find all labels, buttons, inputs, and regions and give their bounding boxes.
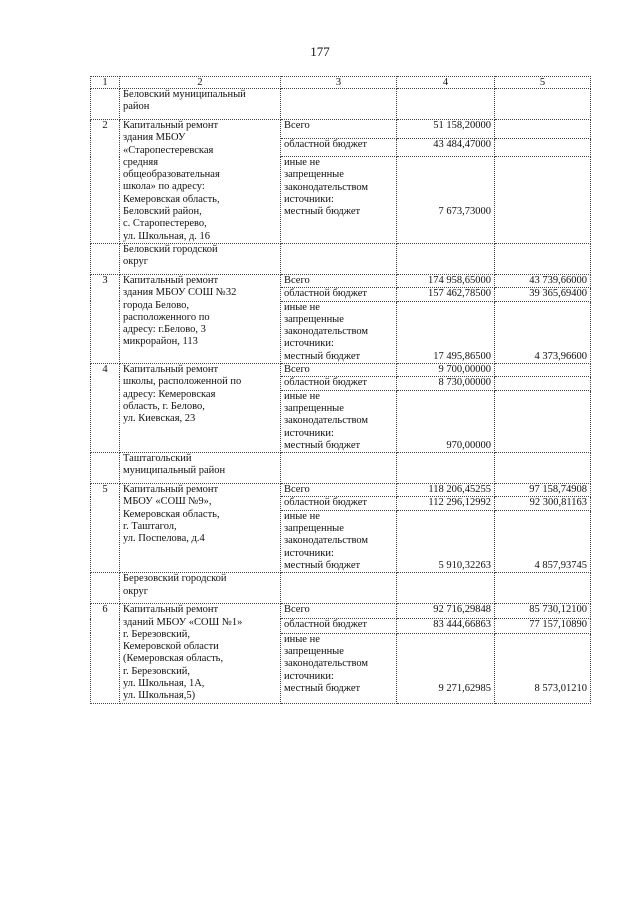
region-row bbox=[91, 453, 591, 484]
regional-amount-col4: 83 444,66863 bbox=[397, 619, 495, 634]
regional-amount-col5: 77 157,10890 bbox=[495, 619, 591, 634]
total-amount-col4: 174 958,65000 bbox=[397, 274, 495, 287]
item-number: 2 bbox=[91, 120, 120, 244]
total-label: Всего bbox=[281, 120, 397, 139]
item-number: 4 bbox=[91, 364, 120, 453]
total-amount-col5 bbox=[495, 120, 591, 139]
item-number: 3 bbox=[91, 274, 120, 363]
item-row-total bbox=[91, 604, 591, 619]
region-empty-cell bbox=[397, 573, 495, 604]
total-label: Всего bbox=[281, 484, 397, 497]
local-amount-col5: 4 857,93745 bbox=[495, 510, 591, 572]
regional-amount-col4: 157 462,78500 bbox=[397, 288, 495, 301]
local-amount-col4: 970,00000 bbox=[397, 390, 495, 452]
regional-budget-label: областной бюджет bbox=[281, 497, 397, 510]
column-header: 2 bbox=[120, 77, 281, 89]
funding-table bbox=[90, 76, 591, 704]
region-name: Березовский городской округ bbox=[120, 573, 281, 604]
column-header: 5 bbox=[495, 77, 591, 89]
region-empty-cell bbox=[281, 573, 397, 604]
column-header: 4 bbox=[397, 77, 495, 89]
total-amount-col5 bbox=[495, 364, 591, 377]
total-amount-col4: 9 700,00000 bbox=[397, 364, 495, 377]
item-description: Капитальный ремонт зданий МБОУ «СОШ №1» г. Березовский, Кемеровской области (Кемеровская область, г. Березовский, ул. Школьная, 1А, ул. Школьная,5) bbox=[120, 604, 281, 703]
item-description: Капитальный ремонт школы, расположенной по адресу: Кемеровская область, г. Белово, ул. Киевская, 23 bbox=[120, 364, 281, 453]
item-row-total bbox=[91, 364, 591, 377]
region-num-cell bbox=[91, 453, 120, 484]
region-num-cell bbox=[91, 573, 120, 604]
local-amount-col4: 5 910,32263 bbox=[397, 510, 495, 572]
item-row-total bbox=[91, 120, 591, 139]
total-amount-col5: 43 739,66000 bbox=[495, 274, 591, 287]
regional-amount-col5: 92 300,81163 bbox=[495, 497, 591, 510]
region-num-cell bbox=[91, 243, 120, 274]
other-sources-label: иные не запрещенные законодательством источники: местный бюджет bbox=[281, 301, 397, 363]
region-empty-cell bbox=[397, 89, 495, 120]
local-amount-col5 bbox=[495, 157, 591, 244]
item-row-total bbox=[91, 484, 591, 497]
regional-amount-col4: 43 484,47000 bbox=[397, 138, 495, 157]
other-sources-label: иные не запрещенные законодательством источники: местный бюджет bbox=[281, 157, 397, 244]
region-empty-cell bbox=[397, 453, 495, 484]
total-amount-col4: 51 158,20000 bbox=[397, 120, 495, 139]
item-description: Капитальный ремонт здания МБОУ «Старопестеревская средняя общеобразовательная школа» по адресу: Кемеровская область, Беловский район, с. Старопестерево, ул. Школьная, д. 16 bbox=[120, 120, 281, 244]
item-number: 6 bbox=[91, 604, 120, 703]
local-amount-col5: 8 573,01210 bbox=[495, 633, 591, 703]
column-header: 1 bbox=[91, 77, 120, 89]
page-number: 177 bbox=[310, 44, 330, 59]
region-empty-cell bbox=[281, 453, 397, 484]
region-row bbox=[91, 573, 591, 604]
other-sources-label: иные не запрещенные законодательством источники: местный бюджет bbox=[281, 390, 397, 452]
region-num-cell bbox=[91, 89, 120, 120]
local-amount-col5 bbox=[495, 390, 591, 452]
total-amount-col5: 97 158,74908 bbox=[495, 484, 591, 497]
column-header-row bbox=[91, 77, 591, 89]
region-row bbox=[91, 243, 591, 274]
column-header: 3 bbox=[281, 77, 397, 89]
region-name: Беловский муниципальный район bbox=[120, 89, 281, 120]
total-label: Всего bbox=[281, 364, 397, 377]
local-amount-col4: 17 495,86500 bbox=[397, 301, 495, 363]
local-amount-col4: 9 271,62985 bbox=[397, 633, 495, 703]
region-empty-cell bbox=[397, 243, 495, 274]
region-empty-cell bbox=[281, 243, 397, 274]
region-empty-cell bbox=[281, 89, 397, 120]
region-name: Таштагольский муниципальный район bbox=[120, 453, 281, 484]
regional-amount-col4: 8 730,00000 bbox=[397, 377, 495, 390]
local-amount-col4: 7 673,73000 bbox=[397, 157, 495, 244]
regional-amount-col5 bbox=[495, 138, 591, 157]
regional-amount-col4: 112 296,12992 bbox=[397, 497, 495, 510]
local-amount-col5: 4 373,96600 bbox=[495, 301, 591, 363]
other-sources-label: иные не запрещенные законодательством источники: местный бюджет bbox=[281, 510, 397, 572]
regional-budget-label: областной бюджет bbox=[281, 619, 397, 634]
regional-amount-col5 bbox=[495, 377, 591, 390]
total-label: Всего bbox=[281, 604, 397, 619]
region-empty-cell bbox=[495, 573, 591, 604]
region-name: Беловский городской округ bbox=[120, 243, 281, 274]
region-empty-cell bbox=[495, 243, 591, 274]
region-row bbox=[91, 89, 591, 120]
region-empty-cell bbox=[495, 453, 591, 484]
item-description: Капитальный ремонт здания МБОУ СОШ №32 города Белово, расположенного по адресу: г.Белово, 3 микрорайон, 113 bbox=[120, 274, 281, 363]
regional-budget-label: областной бюджет bbox=[281, 377, 397, 390]
item-number: 5 bbox=[91, 484, 120, 573]
regional-budget-label: областной бюджет bbox=[281, 288, 397, 301]
total-amount-col4: 118 206,45255 bbox=[397, 484, 495, 497]
regional-amount-col5: 39 365,69400 bbox=[495, 288, 591, 301]
total-amount-col4: 92 716,29848 bbox=[397, 604, 495, 619]
total-label: Всего bbox=[281, 274, 397, 287]
other-sources-label: иные не запрещенные законодательством источники: местный бюджет bbox=[281, 633, 397, 703]
item-description: Капитальный ремонт МБОУ «СОШ №9», Кемеровская область, г. Таштагол, ул. Поспелова, д.4 bbox=[120, 484, 281, 573]
region-empty-cell bbox=[495, 89, 591, 120]
regional-budget-label: областной бюджет bbox=[281, 138, 397, 157]
item-row-total bbox=[91, 274, 591, 287]
total-amount-col5: 85 730,12100 bbox=[495, 604, 591, 619]
